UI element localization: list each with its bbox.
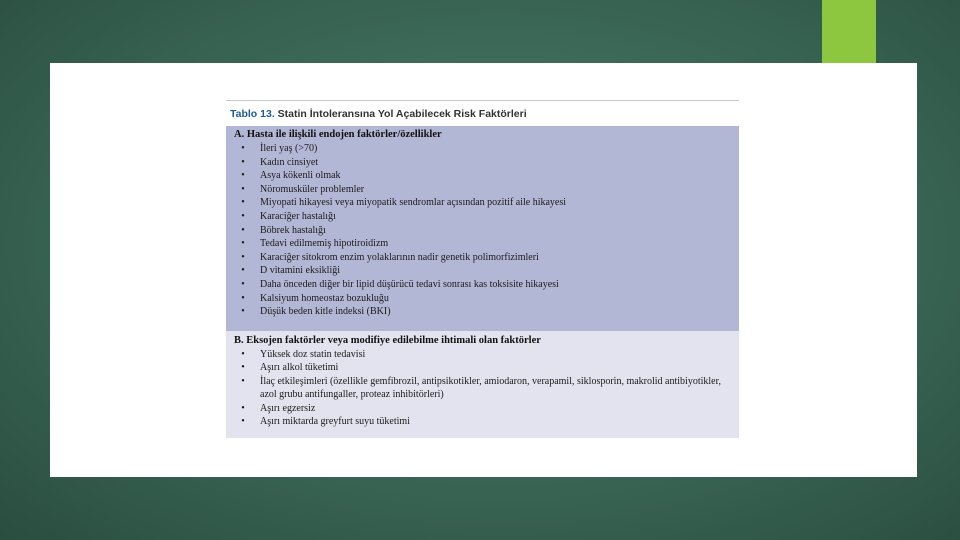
list-item <box>234 305 731 319</box>
list-item <box>234 402 731 415</box>
section-b-list <box>234 348 731 428</box>
bullet-icon: • <box>241 416 245 428</box>
section-exogenous <box>226 331 739 438</box>
list-item-text: İlaç etkileşimleri (özellikle gemfibrozil, antipsikotikler, amiodaron, verapamil, siklosporin, makrolid antibiyotikler, azol grubu antifungaller, proteaz inhibitörleri) <box>260 375 722 401</box>
table-title <box>226 100 739 126</box>
list-item-text: Asya kökenli olmak <box>260 170 341 182</box>
list-item <box>234 251 731 265</box>
list-item-text: Kalsiyum homeostaz bozukluğu <box>260 292 389 304</box>
list-item <box>234 156 731 170</box>
slide-content-panel <box>50 63 917 477</box>
list-item-text: Tedavi edilmemiş hipotiroidizm <box>260 238 389 250</box>
list-item-text: Daha önceden diğer bir lipid düşürücü tedavi sonrası kas toksisite hikayesi <box>260 278 559 290</box>
section-a-heading: A. Hasta ile ilişkili endojen faktörler/özellikler <box>234 129 442 140</box>
list-item-text: İleri yaş (>70) <box>260 143 318 154</box>
list-item-text: D vitamini eksikliği <box>260 265 340 277</box>
list-item <box>234 237 731 251</box>
bullet-icon: • <box>241 375 245 387</box>
list-item <box>234 142 731 156</box>
list-item-text: Yüksek doz statin tedavisi <box>260 349 366 360</box>
bullet-icon: • <box>241 156 245 168</box>
bullet-icon: • <box>241 210 245 222</box>
list-item <box>234 183 731 197</box>
bullet-icon: • <box>241 238 245 250</box>
list-item-text: Düşük beden kitle indeksi (BKI) <box>260 306 391 318</box>
list-item <box>234 292 731 306</box>
bullet-icon: • <box>241 402 245 414</box>
bullet-icon: • <box>241 362 245 374</box>
list-item-text: Karaciğer hastalığı <box>260 210 336 222</box>
list-item <box>234 278 731 292</box>
bullet-icon: • <box>241 251 245 263</box>
list-item-text: Nöromusküler problemler <box>260 183 365 195</box>
bullet-icon: • <box>241 265 245 277</box>
section-b-heading: B. Eksojen faktörler veya modifiye edilebilme ihtimali olan faktörler <box>234 335 541 346</box>
list-item <box>234 196 731 210</box>
list-item <box>234 348 731 361</box>
list-item-text: Aşırı alkol tüketimi <box>260 362 339 374</box>
list-item-text: Kadın cinsiyet <box>260 156 319 168</box>
bullet-icon: • <box>241 170 245 182</box>
list-item <box>234 375 731 402</box>
bullet-icon: • <box>241 278 245 290</box>
list-item <box>234 415 731 428</box>
section-endogenous <box>226 126 739 331</box>
bullet-icon: • <box>241 197 245 209</box>
section-a-list <box>234 142 731 319</box>
table-title-text: Statin İntoleransına Yol Açabilecek Risk Faktörleri <box>277 108 527 120</box>
list-item-text: Aşırı miktarda greyfurt suyu tüketimi <box>260 416 410 428</box>
list-item-text: Böbrek hastalığı <box>260 224 326 236</box>
list-item-text: Aşırı egzersiz <box>260 402 316 414</box>
list-item-text: Miyopati hikayesi veya miyopatik sendromlar açısından pozitif aile hikayesi <box>260 197 567 209</box>
bullet-icon: • <box>241 224 245 236</box>
bullet-icon: • <box>241 349 245 360</box>
table-number: Tablo 13. <box>230 108 275 120</box>
list-item <box>234 361 731 374</box>
bullet-icon: • <box>241 143 245 154</box>
bullet-icon: • <box>241 183 245 195</box>
list-item <box>234 224 731 238</box>
list-item <box>234 210 731 224</box>
bullet-icon: • <box>241 306 245 318</box>
list-item <box>234 264 731 278</box>
risk-factor-table <box>226 100 739 438</box>
list-item <box>234 169 731 183</box>
list-item-text: Karaciğer sitokrom enzim yolaklarının nadir genetik polimorfizimleri <box>260 251 539 263</box>
bullet-icon: • <box>241 292 245 304</box>
